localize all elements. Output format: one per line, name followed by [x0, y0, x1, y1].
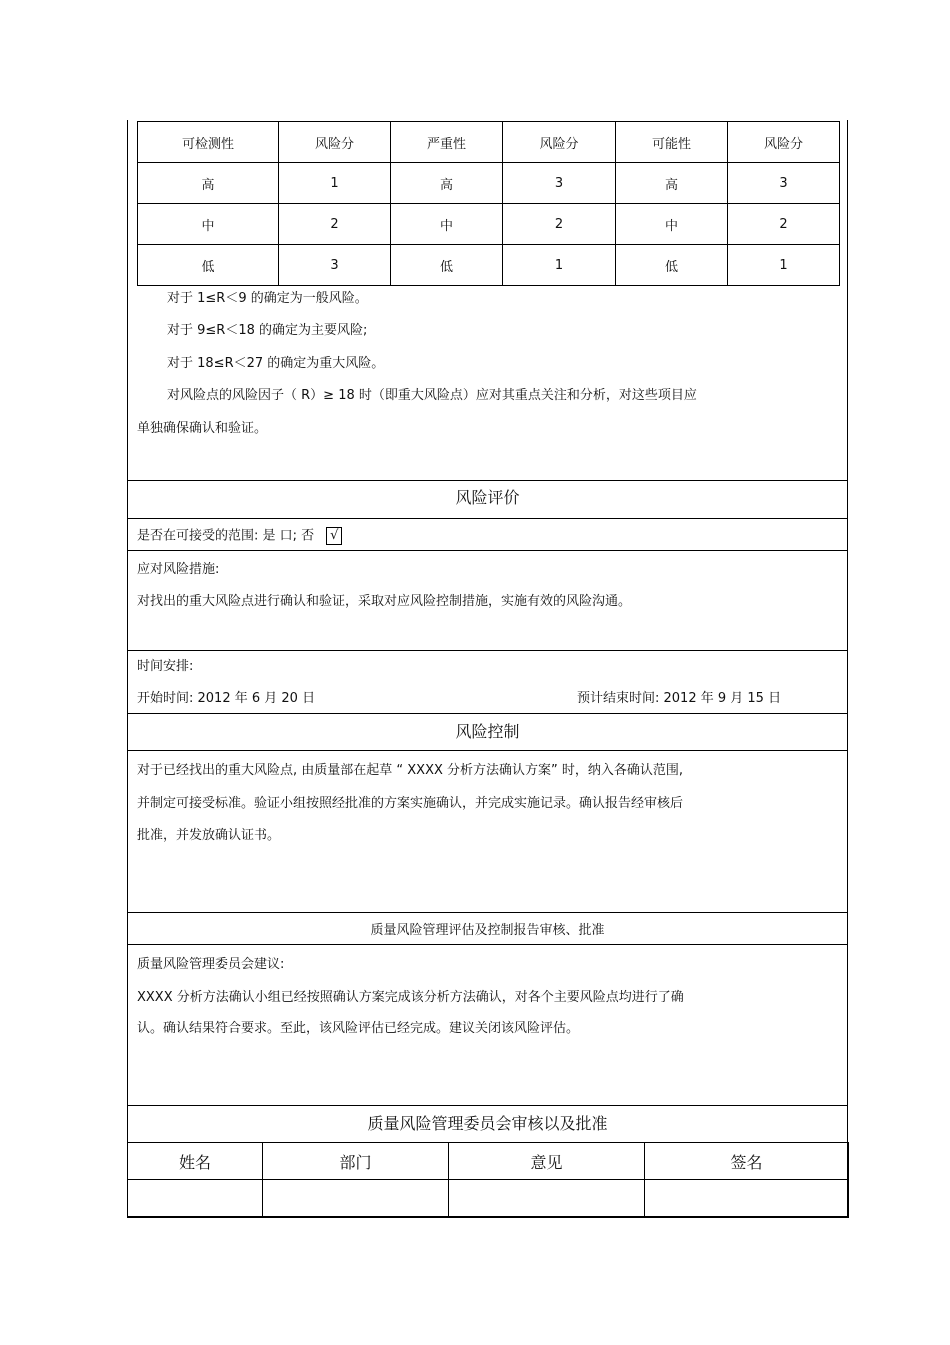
signature-cell[interactable] — [645, 1180, 849, 1218]
measures-text: 对找出的重大风险点进行确认和验证，采取对应风险控制措施，实施有效的风险沟通。 — [137, 594, 632, 609]
control-text-line1: 对于已经找出的重大风险点, 由质量部在起草 “ XXXX 分析方法确认方案” 时，纳入各确认范围, — [137, 763, 684, 778]
name-cell[interactable] — [128, 1180, 263, 1218]
criteria-paragraph-line2: 单独确保确认和验证。 — [137, 421, 268, 436]
table-cell: 中 — [616, 204, 728, 245]
table-cell: 1 — [503, 245, 616, 286]
criteria-line-critical: 对于 18≤R＜27 的确定为重大风险。 — [167, 356, 385, 371]
header-cell: 风险分 — [728, 122, 840, 163]
table-cell: 3 — [728, 163, 840, 204]
section-title-evaluation: 风险评价 — [455, 488, 520, 507]
divider — [127, 550, 848, 551]
no-checkbox[interactable] — [326, 527, 342, 545]
risk-score-table — [137, 121, 840, 286]
control-text-line2: 并制定可接受标准。验证小组按照经批准的方案实施确认，并完成实施记录。确认报告经审核后 — [137, 796, 684, 811]
header-department: 部门 — [263, 1143, 449, 1180]
table-cell: 低 — [616, 245, 728, 286]
header-cell: 风险分 — [503, 122, 616, 163]
divider — [127, 480, 848, 481]
control-text-line3: 批准，并发放确认证书。 — [137, 828, 281, 843]
table-row — [138, 163, 840, 204]
section-title-approval: 质量风险管理委员会审核以及批准 — [367, 1114, 608, 1133]
opinion-cell[interactable] — [449, 1180, 645, 1218]
table-header-row — [138, 122, 840, 163]
header-signature: 签名 — [645, 1143, 849, 1180]
table-row — [128, 1180, 849, 1218]
committee-advice-label: 质量风险管理委员会建议: — [137, 957, 285, 972]
acceptable-range-row — [137, 527, 342, 546]
approval-table — [127, 1142, 849, 1218]
section-title-report-review: 质量风险管理评估及控制报告审核、批准 — [370, 923, 605, 938]
department-cell[interactable] — [263, 1180, 449, 1218]
table-cell: 2 — [279, 204, 391, 245]
divider — [127, 650, 848, 651]
table-cell: 3 — [503, 163, 616, 204]
section-title-control: 风险控制 — [455, 722, 520, 741]
table-row — [138, 245, 840, 286]
end-date: 预计结束时间: 2012 年 9 月 15 日 — [577, 691, 782, 706]
header-opinion: 意见 — [449, 1143, 645, 1180]
table-row — [138, 204, 840, 245]
start-date: 开始时间: 2012 年 6 月 20 日 — [137, 691, 316, 706]
header-cell: 可能性 — [616, 122, 728, 163]
divider — [127, 1105, 848, 1106]
divider — [127, 912, 848, 913]
divider — [127, 944, 848, 945]
committee-advice-line1: XXXX 分析方法确认小组已经按照确认方案完成该分析方法确认，对各个主要风险点均进行了确 — [137, 990, 684, 1005]
header-cell: 风险分 — [279, 122, 391, 163]
table-header-row — [128, 1143, 849, 1180]
criteria-line-general: 对于 1≤R＜9 的确定为一般风险。 — [167, 291, 368, 306]
divider — [127, 750, 848, 751]
criteria-paragraph-line1: 对风险点的风险因子（ R）≥ 18 时（即重大风险点）应对其重点关注和分析，对这些项目应 — [167, 388, 697, 403]
table-cell: 低 — [391, 245, 503, 286]
table-cell: 低 — [138, 245, 279, 286]
criteria-line-major: 对于 9≤R＜18 的确定为主要风险; — [167, 323, 368, 338]
table-cell: 高 — [616, 163, 728, 204]
header-cell: 严重性 — [391, 122, 503, 163]
divider — [127, 713, 848, 714]
table-cell: 中 — [391, 204, 503, 245]
schedule-label: 时间安排: — [137, 659, 194, 674]
measures-label: 应对风险措施: — [137, 562, 220, 577]
header-cell: 可检测性 — [138, 122, 279, 163]
table-cell: 3 — [279, 245, 391, 286]
table-cell: 1 — [728, 245, 840, 286]
committee-advice-line2: 认。确认结果符合要求。至此，该风险评估已经完成。建议关闭该风险评估。 — [137, 1021, 580, 1036]
acceptable-range-label: 是否在可接受的范围: 是 口; 否 — [137, 528, 315, 544]
table-cell: 2 — [503, 204, 616, 245]
table-cell: 高 — [138, 163, 279, 204]
header-name: 姓名 — [128, 1143, 263, 1180]
table-cell: 中 — [138, 204, 279, 245]
divider — [127, 518, 848, 519]
table-cell: 1 — [279, 163, 391, 204]
table-cell: 高 — [391, 163, 503, 204]
table-cell: 2 — [728, 204, 840, 245]
check-mark-icon: √ — [330, 528, 339, 543]
